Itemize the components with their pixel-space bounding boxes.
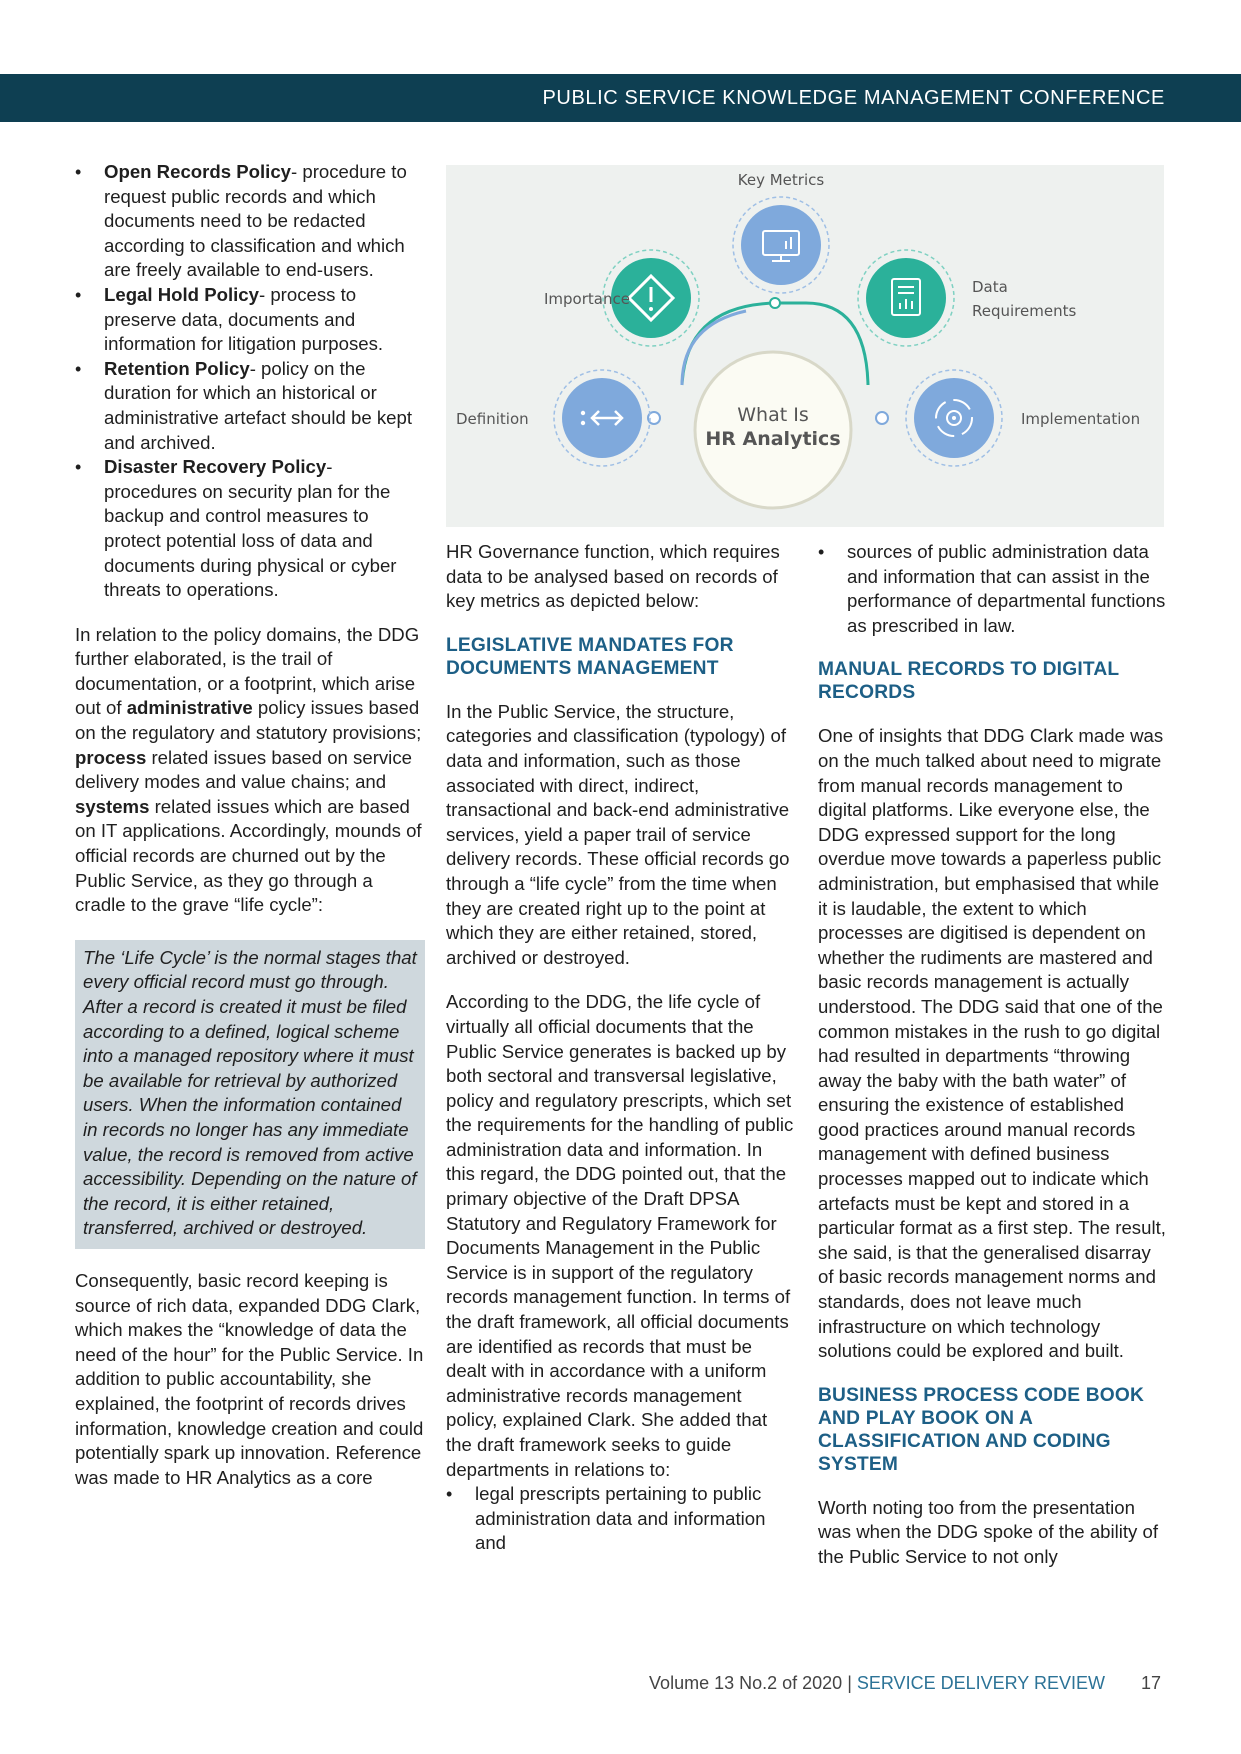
- guidance-list-continued: [818, 540, 1168, 638]
- bold-term: process: [75, 746, 147, 768]
- page-footer: [649, 1673, 1161, 1694]
- body-paragraph: According to the DDG, the life cycle of virtually all official documents that the Public Service generates is backed up by both sectoral and transversal legislative, policy and regulatory prescripts, which set the requirements for the handling of public administration data and information. In this regard, the DDG pointed out, that the primary objective of the Draft DPSA Statutory and Regulatory Framework for Documents Management in the Public Service is in support of the regulatory records management function. In terms of the draft framework, all official documents are identified as records that must be dealt with in accordance with a uniform administrative records management policy, explained Clark. She added that the draft framework seeks to guide departments in relations to:: [446, 991, 794, 1480]
- text-run: related issues which are based on IT applications. Accordingly, mounds of official records are churned out by the Public Service, as they go through a cradle to the grave “life cycle”:: [75, 795, 422, 916]
- body-paragraph: Consequently, basic record keeping is source of rich data, expanded DDG Clark, which makes the “knowledge of data the need of the hour” for the Public Service. In addition to public accountability, she explained, the footprint of records drives information, knowledge creation and could potentially spark up innovation. Reference was made to HR Analytics as a core: [75, 1269, 424, 1488]
- bold-term: administrative: [126, 697, 253, 719]
- body-paragraph: In the Public Service, the structure, categories and classification (typology) of data and information, such as those associated with direct, indirect, transactional and back-end administrative services, yield a paper trail of service delivery records. These official records go through a “life cycle” from the time when they are created right up to the point at which they are either retained, stored, archived or destroyed.: [446, 700, 790, 968]
- text-run: In relation to the policy domains, the DDG further elaborated, is the trail of documentation, or a footprint, which arise out of: [75, 623, 420, 719]
- hr-analytics-diagram: [446, 165, 1164, 527]
- importance-label: Importance: [544, 290, 630, 308]
- body-paragraph: Worth noting too from the presentation was when the DDG spoke of the ability of the Public Service to not only: [818, 1496, 1159, 1567]
- section-heading: BUSINESS PROCESS CODE BOOK AND PLAY BOOK ON A CLASSIFICATION AND CODING SYSTEM: [818, 1384, 1145, 1475]
- section-heading: MANUAL RECORDS TO DIGITAL RECORDS: [818, 659, 1119, 704]
- guidance-list: [446, 1482, 796, 1556]
- policy-term: Legal Hold Policy: [104, 283, 259, 305]
- section-heading: LEGISLATIVE MANDATES FOR DOCUMENTS MANAGEMENT: [446, 634, 734, 679]
- text-run: related issues based on service delivery modes and value chains; and: [75, 746, 412, 793]
- column-3: [818, 540, 1168, 1570]
- page-number: 17: [1140, 1673, 1161, 1693]
- list-item: [75, 455, 425, 603]
- center-label-line1: What Is: [737, 404, 809, 426]
- body-paragraph: HR Governance function, which requires data to be analysed based on records of key metrics as depicted below:: [446, 541, 780, 612]
- life-cycle-callout: The ‘Life Cycle’ is the normal stages that every official record must go through. After a record is created it must be filed according to a defined, logical scheme into a managed repository where it must be available for retrieval by authorized users. When the information contained in records no longer has any immediate value, the record is removed from active accessibility. Depending on the nature of the record, it is either retained, transferred, archived or destroyed.: [75, 940, 425, 1249]
- list-item: [75, 357, 425, 455]
- key-metrics-label: Key Metrics: [737, 171, 825, 189]
- definition-label: Definition: [456, 410, 529, 428]
- page-header-bar: [0, 74, 1241, 122]
- hr-analytics-figure: [446, 165, 1164, 527]
- policy-text: - procedures on security plan for the backup and control measures to protect potential loss of data and documents during physical or cyber threats to operations.: [104, 456, 397, 601]
- bold-term: systems: [75, 795, 150, 817]
- policy-text: - process to preserve data, documents and information for litigation purposes.: [104, 283, 384, 355]
- connector-dot: [876, 412, 888, 424]
- data-requirements-label-1: Data: [972, 278, 1008, 296]
- policy-term: Disaster Recovery Policy: [104, 456, 327, 478]
- list-item: [75, 160, 425, 283]
- connector-dot: [770, 298, 780, 308]
- data-requirements-circle: [866, 258, 946, 338]
- policy-text: - policy on the duration for which an historical or administrative artefact should be kept and archived.: [104, 357, 412, 453]
- column-1: [75, 160, 425, 1490]
- policy-term: Retention Policy: [104, 357, 250, 379]
- body-paragraph: One of insights that DDG Clark made was on the much talked about need to migrate from manual records management to digital platforms. Like everyone else, the DDG expressed support for the long overdue move towards a paperless public administration, but emphasised that while it is laudable, the extent to which processes are digitised is dependent on whether the rudiments are mastered and basic records management is actually understood. The DDG said that one of the common mistakes in the rush to go digital had resulted in departments “throwing away the baby with the bath water” of ensuring the existence of established good practices around manual records management with defined business processes mapped out to indicate which artefacts must be kept and stored in a particular format as a first step. The result, she said, is that the generalised disarray of basic records management norms and standards, does not leave much infrastructure on which technology solutions could be explored and built.: [818, 725, 1166, 1362]
- policy-text: - procedure to request public records and which documents need to be redacted according to classification and which are freely available to end-users.: [104, 161, 407, 281]
- body-paragraph: [75, 623, 425, 918]
- column-2: [446, 540, 796, 1556]
- key-metrics-circle: [741, 205, 821, 285]
- text-run: policy issues based on the regulatory and statutory provisions;: [75, 697, 422, 744]
- publication-name: SERVICE DELIVERY REVIEW: [856, 1673, 1105, 1693]
- policy-list: [75, 160, 425, 603]
- list-item: • sources of public administration data and information that can assist in the performance of departmental functions as prescribed in law.: [818, 540, 1168, 638]
- data-requirements-label-2: Requirements: [972, 302, 1077, 320]
- footer-separator: |: [842, 1673, 857, 1693]
- conference-title: PUBLIC SERVICE KNOWLEDGE MANAGEMENT CONFERENCE: [542, 87, 1165, 109]
- volume-info: Volume 13 No.2 of 2020: [649, 1673, 843, 1693]
- center-label-line2: HR Analytics: [705, 428, 841, 450]
- list-item: [75, 283, 425, 357]
- implementation-label: Implementation: [1021, 410, 1141, 428]
- list-item: • legal prescripts pertaining to public administration data and information and: [446, 1482, 796, 1556]
- policy-term: Open Records Policy: [104, 161, 292, 182]
